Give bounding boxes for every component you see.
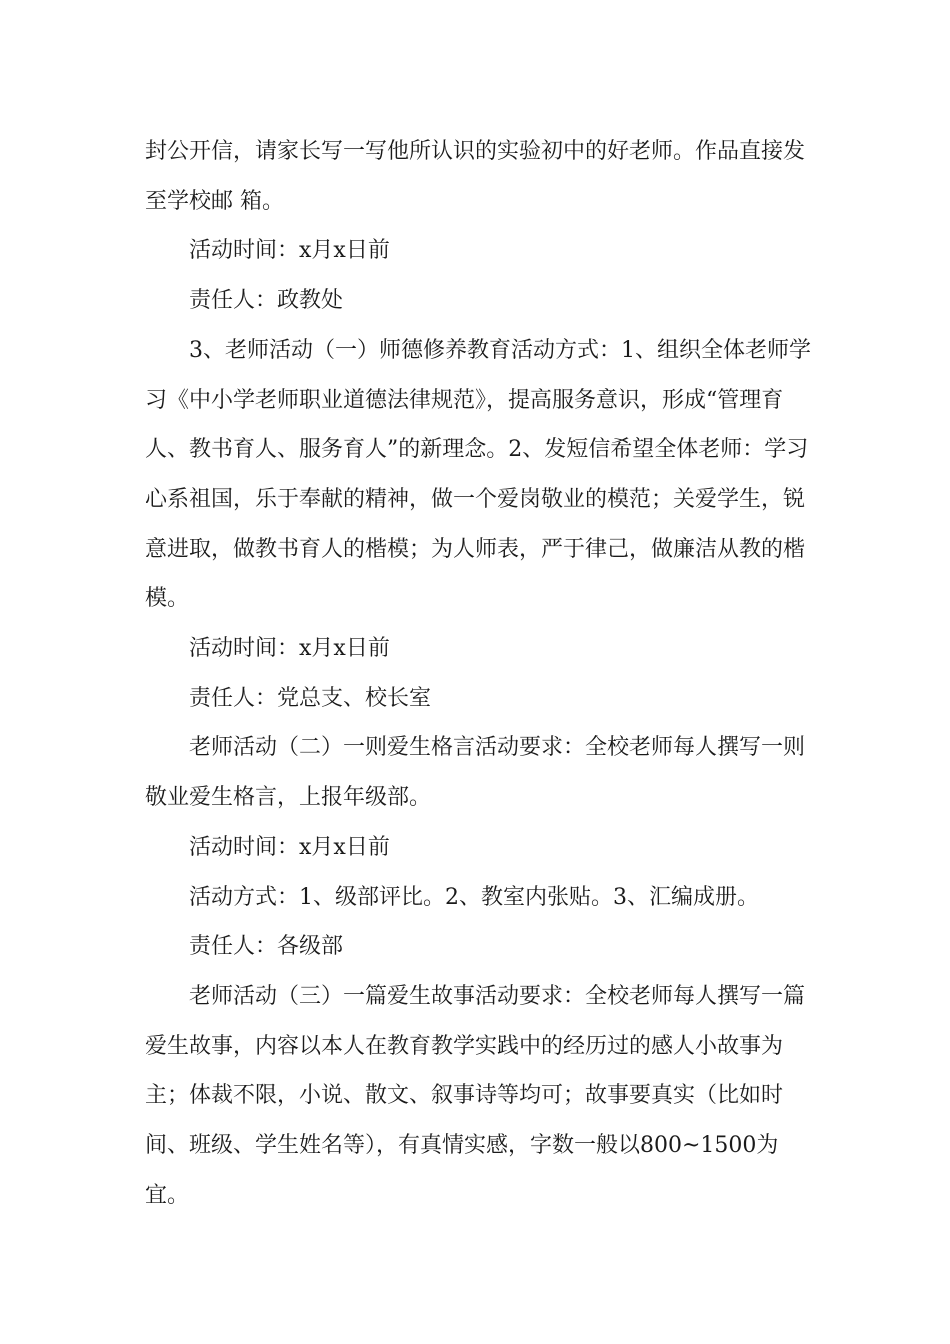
- paragraph-activity-time-3: 活动时间：x月x日前: [189, 834, 390, 860]
- paragraph-responsible-2: 责任人：党总支、校长室: [189, 685, 432, 711]
- paragraph-responsible-3: 责任人：各级部: [189, 934, 344, 960]
- paragraph-activity-method: 活动方式：1、级部评比。2、教室内张贴。3、汇编成册。: [189, 884, 759, 910]
- document-body: [145, 127, 813, 1220]
- paragraph-activity-time-2: 活动时间：x月x日前: [189, 636, 390, 662]
- paragraph-responsible-1: 责任人：政教处: [189, 288, 344, 314]
- paragraph-teacher-activity-1: 3、老师活动（一）师德修养教育活动方式：1、组织全体老师学习《中小学老师职业道德法律规范》，提高服务意识，形成“管理育人、教书育人、服务育人”的新理念。2、发短信希望全体老师：学习心系祖国，乐于奉献的精神，做一个爱岗敬业的模范；关爱学生，锐意进取，做教书育人的楷模；为人师表，严于律己，做廉洁从教的楷模。: [145, 337, 811, 612]
- paragraph-teacher-activity-2: 老师活动（二）一则爱生格言活动要求：全校老师每人撰写一则敬业爱生格言，上报年级部。: [145, 735, 806, 811]
- paragraph-teacher-activity-3: 老师活动（三）一篇爱生故事活动要求：全校老师每人撰写一篇爱生故事，内容以本人在教育教学实践中的经历过的感人小故事为主；体裁不限，小说、散文、叙事诗等均可；故事要真实（比如时间、班级、学生姓名等），有真情实感，字数一般以800~1500为宜。: [145, 983, 806, 1208]
- paragraph-letter-continuation: 封公开信，请家长写一写他所认识的实验初中的好老师。作品直接发至学校邮 箱。: [145, 139, 806, 214]
- paragraph-activity-time-1: 活动时间：x月x日前: [189, 238, 390, 264]
